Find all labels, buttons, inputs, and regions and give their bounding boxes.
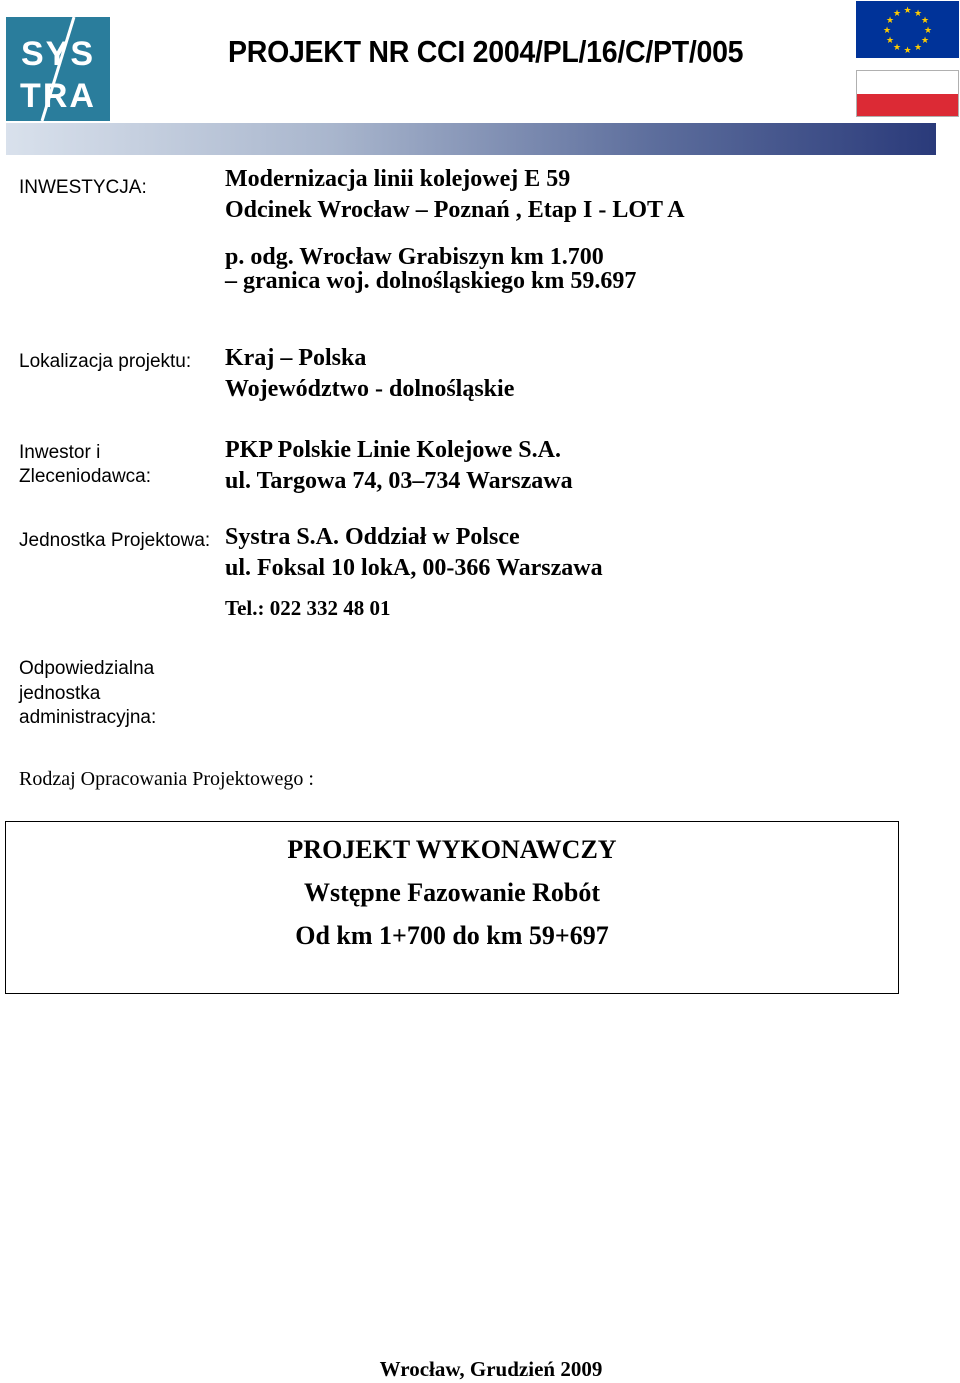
investment-line-4: – granica woj. dolnośląskiego km 59.697 xyxy=(225,268,637,294)
svg-text:★: ★ xyxy=(892,43,902,53)
svg-text:★: ★ xyxy=(903,46,912,56)
eu-flag-icon xyxy=(856,1,959,58)
design-unit-line-2: ul. Foksal 10 lokA, 00-366 Warszawa xyxy=(225,555,603,581)
admin-unit-label-2: jednostka xyxy=(19,683,101,704)
project-number-title: PROJEKT NR CCI 2004/PL/16/C/PT/005 xyxy=(228,34,744,69)
systra-logo-icon xyxy=(6,17,110,121)
investment-line-2: Odcinek Wrocław – Poznań , Etap I - LOT A xyxy=(225,197,685,223)
svg-text:★: ★ xyxy=(913,9,923,19)
investor-line-2: ul. Targowa 74, 03–734 Warszawa xyxy=(225,468,573,494)
location-line-2: Województwo - dolnośląskie xyxy=(225,376,515,402)
investment-line-3: p. odg. Wrocław Grabiszyn km 1.700 xyxy=(225,244,604,270)
svg-text:★: ★ xyxy=(885,16,895,26)
investor-label-2: Zleceniodawca: xyxy=(19,466,152,487)
svg-text:★: ★ xyxy=(892,9,902,19)
svg-text:★: ★ xyxy=(923,26,933,36)
doc-type-line-3: Od km 1+700 do km 59+697 xyxy=(295,921,609,950)
place-date-footer: Wrocław, Grudzień 2009 xyxy=(379,1357,603,1381)
svg-text:TRA: TRA xyxy=(20,77,96,115)
poland-flag-icon xyxy=(856,70,959,117)
admin-unit-label-3: administracyjna: xyxy=(19,707,157,728)
location-label: Lokalizacja projektu: xyxy=(19,351,192,372)
investor-line-1: PKP Polskie Linie Kolejowe S.A. xyxy=(225,437,561,463)
investment-line-1: Modernizacja linii kolejowej E 59 xyxy=(225,166,571,192)
svg-text:★: ★ xyxy=(882,26,892,36)
investor-label-1: Inwestor i xyxy=(19,442,101,463)
header-gradient-bar xyxy=(6,123,936,155)
svg-text:★: ★ xyxy=(920,36,930,46)
design-unit-label: Jednostka Projektowa: xyxy=(19,530,211,551)
design-unit-phone: Tel.: 022 332 48 01 xyxy=(225,596,391,620)
svg-text:★: ★ xyxy=(920,16,930,26)
investment-label: INWESTYCJA: xyxy=(19,177,147,198)
svg-text:★: ★ xyxy=(903,6,912,16)
systra-logo xyxy=(6,17,110,121)
location-line-1: Kraj – Polska xyxy=(225,345,367,371)
doc-type-line-2: Wstępne Fazowanie Robót xyxy=(303,878,601,907)
design-unit-line-1: Systra S.A. Oddział w Polsce xyxy=(225,524,520,550)
doc-type-label: Rodzaj Opracowania Projektowego : xyxy=(19,768,314,790)
doc-type-line-1: PROJEKT WYKONAWCZY xyxy=(287,835,617,864)
admin-unit-label-1: Odpowiedzialna xyxy=(19,658,155,679)
svg-text:★: ★ xyxy=(885,36,895,46)
svg-text:SYS: SYS xyxy=(20,35,96,73)
svg-text:★: ★ xyxy=(913,43,923,53)
